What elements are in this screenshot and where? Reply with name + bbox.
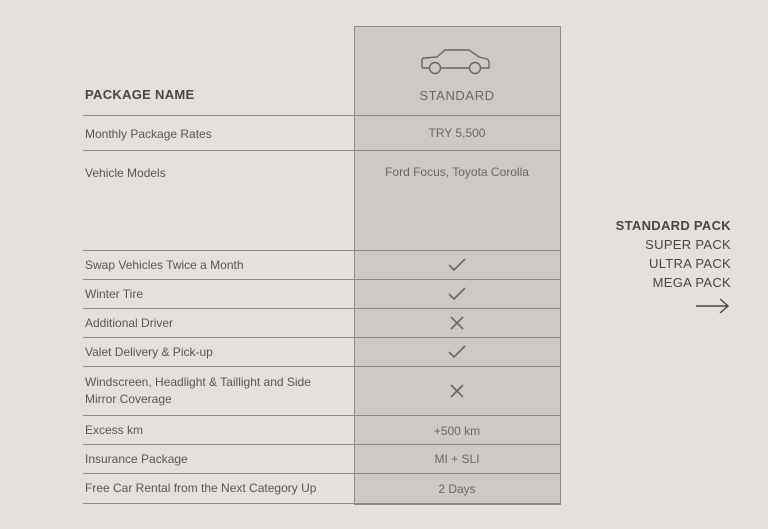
nav-item-mega-pack[interactable]: MEGA PACK [652,275,731,290]
row-value [354,338,560,366]
package-nav [616,216,731,292]
row-label: Swap Vehicles Twice a Month [85,258,244,272]
row-label: Winter Tire [85,287,144,301]
row-value: TRY 5,500 [428,126,486,140]
row-value: 2 Days [438,482,476,496]
row-label: Vehicle Models [85,166,166,180]
check-icon [448,345,466,359]
row-label: Free Car Rental from the Next Category Up [85,481,317,495]
row-label: Monthly Package Rates [85,127,212,141]
table-row [83,367,560,416]
row-label: Excess km [85,423,144,437]
row-label: Additional Driver [85,316,174,330]
table-row [83,416,560,445]
nav-item-super-pack[interactable]: SUPER PACK [645,237,731,252]
table-row [83,445,560,474]
row-label: Windscreen, Headlight & Taillight and Side Mirror Coverage [85,375,311,406]
arrow-right-icon[interactable] [695,296,731,316]
cross-icon [450,384,464,398]
cross-icon [450,316,464,330]
table-row [83,151,560,251]
nav-item-ultra-pack[interactable]: ULTRA PACK [649,256,731,271]
check-icon [448,258,466,272]
header-row [83,26,560,116]
standard-column-heading: STANDARD [419,88,495,103]
row-value: +500 km [433,424,481,438]
table-row [83,309,560,338]
row-value [354,280,560,308]
row-label: Insurance Package [85,452,188,466]
package-name-heading: PACKAGE NAME [85,87,195,102]
nav-item-standard-pack[interactable]: STANDARD PACK [615,218,731,233]
table-row [83,251,560,280]
row-value [354,251,560,279]
row-value [354,367,560,415]
row-value [354,309,560,337]
row-value: Ford Focus, Toyota Corolla [385,165,529,179]
table-row [83,338,560,367]
table-row [83,116,560,151]
row-value: MI + SLI [434,452,480,466]
table-row [83,280,560,309]
table-row [83,474,560,504]
check-icon [448,287,466,301]
row-label: Valet Delivery & Pick-up [85,345,213,359]
